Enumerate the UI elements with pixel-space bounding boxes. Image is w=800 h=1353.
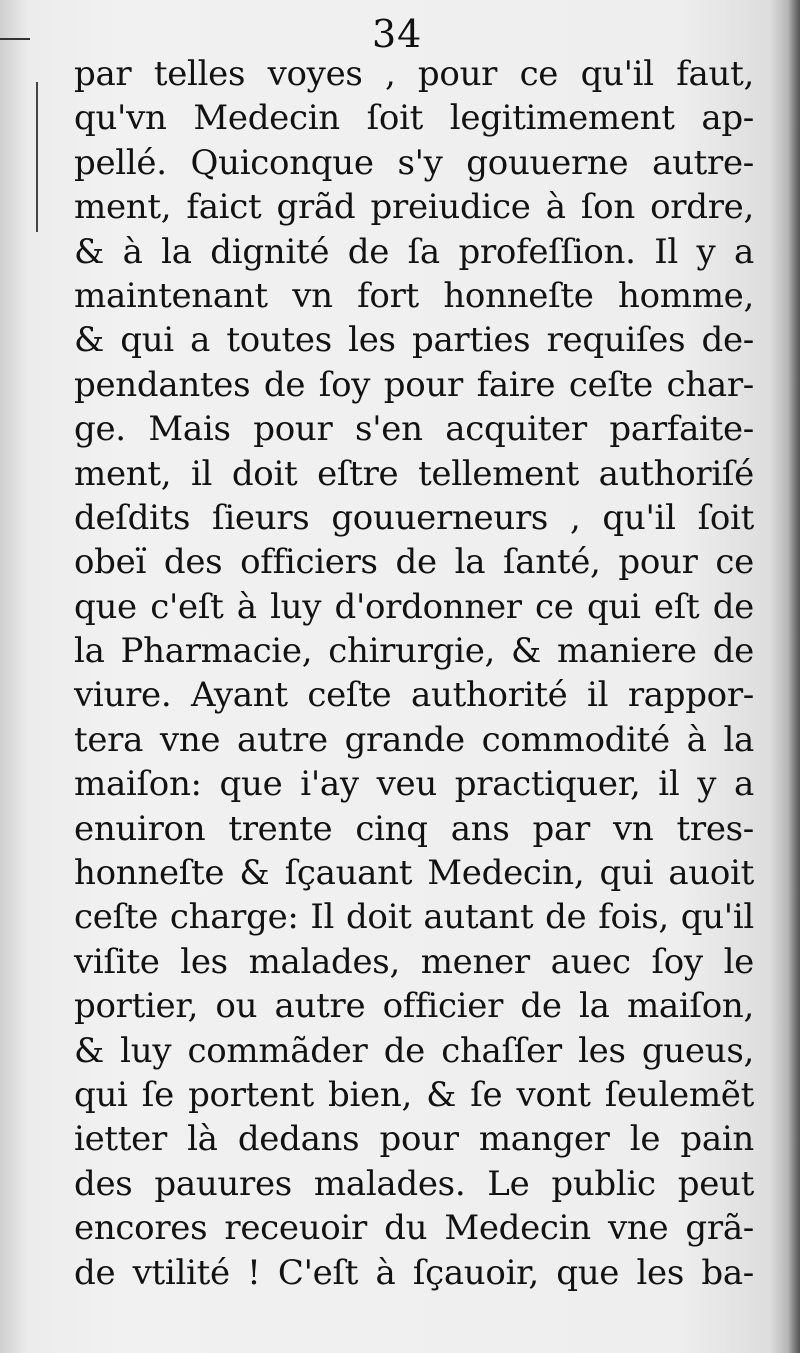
text-line: des pauures malades. Le public peut	[74, 1163, 754, 1204]
text-line: honneſte & ſçauant Medecin, qui auoit	[74, 853, 754, 894]
text-line: obeï des officiers de la ſanté, pour ce	[74, 542, 754, 583]
page-edge-shadow	[788, 0, 800, 1353]
text-line: maintenant vn fort honneſte homme,	[74, 275, 754, 316]
text-line: ge. Mais pour s'en acquiter parfaite-	[74, 409, 754, 450]
text-line: & à la dignité de ſa profeſſion. Il y a	[74, 231, 754, 272]
page-number: 34	[372, 12, 423, 56]
text-line: deſdits ſieurs gouuerneurs , qu'il ſoit	[74, 497, 754, 538]
text-line: qui ſe portent bien, & ſe vont ſeulemẽt	[74, 1074, 754, 1115]
text-line: ietter là dedans pour manger le pain	[74, 1119, 754, 1160]
text-line: ment, il doit eſtre tellement authoriſé	[74, 453, 754, 494]
text-line: pellé. Quiconque s'y gouuerne autre-	[74, 142, 754, 183]
margin-bracket	[36, 82, 42, 232]
text-line: ment, faict grãd preiudice à ſon ordre,	[74, 187, 754, 228]
text-line: tera vne autre grande commodité à la	[74, 719, 754, 760]
margin-mark	[0, 38, 30, 40]
text-line: qu'vn Medecin ſoit legitimement ap-	[74, 98, 754, 139]
text-line: que c'eſt à luy d'ordonner ce qui eſt de	[74, 586, 754, 627]
text-line: enuiron trente cinq ans par vn tres-	[74, 808, 754, 849]
text-line: pendantes de ſoy pour faire ceſte char-	[74, 364, 754, 405]
text-line: la Pharmacie, chirurgie, & maniere de	[74, 631, 754, 672]
text-line: maiſon: que i'ay veu practiquer, il y a	[74, 764, 754, 805]
body-text	[74, 52, 754, 1295]
text-line: & luy commãder de chaſſer les gueus,	[74, 1030, 754, 1071]
text-line: ceſte charge: Il doit autant de fois, qu'il	[74, 897, 754, 938]
text-line: viſite les malades, mener auec ſoy le	[74, 941, 754, 982]
text-line: encores receuoir du Medecin vne grã-	[74, 1208, 754, 1249]
text-line: portier, ou autre officier de la maiſon,	[74, 986, 754, 1027]
text-line: par telles voyes , pour ce qu'il faut,	[74, 54, 754, 94]
text-line: de vtilité ! C'eſt à ſçauoir, que les ba-	[74, 1252, 754, 1293]
text-line: & qui a toutes les parties requiſes de-	[74, 320, 754, 361]
text-line: viure. Ayant ceſte authorité il rappor-	[74, 675, 754, 716]
